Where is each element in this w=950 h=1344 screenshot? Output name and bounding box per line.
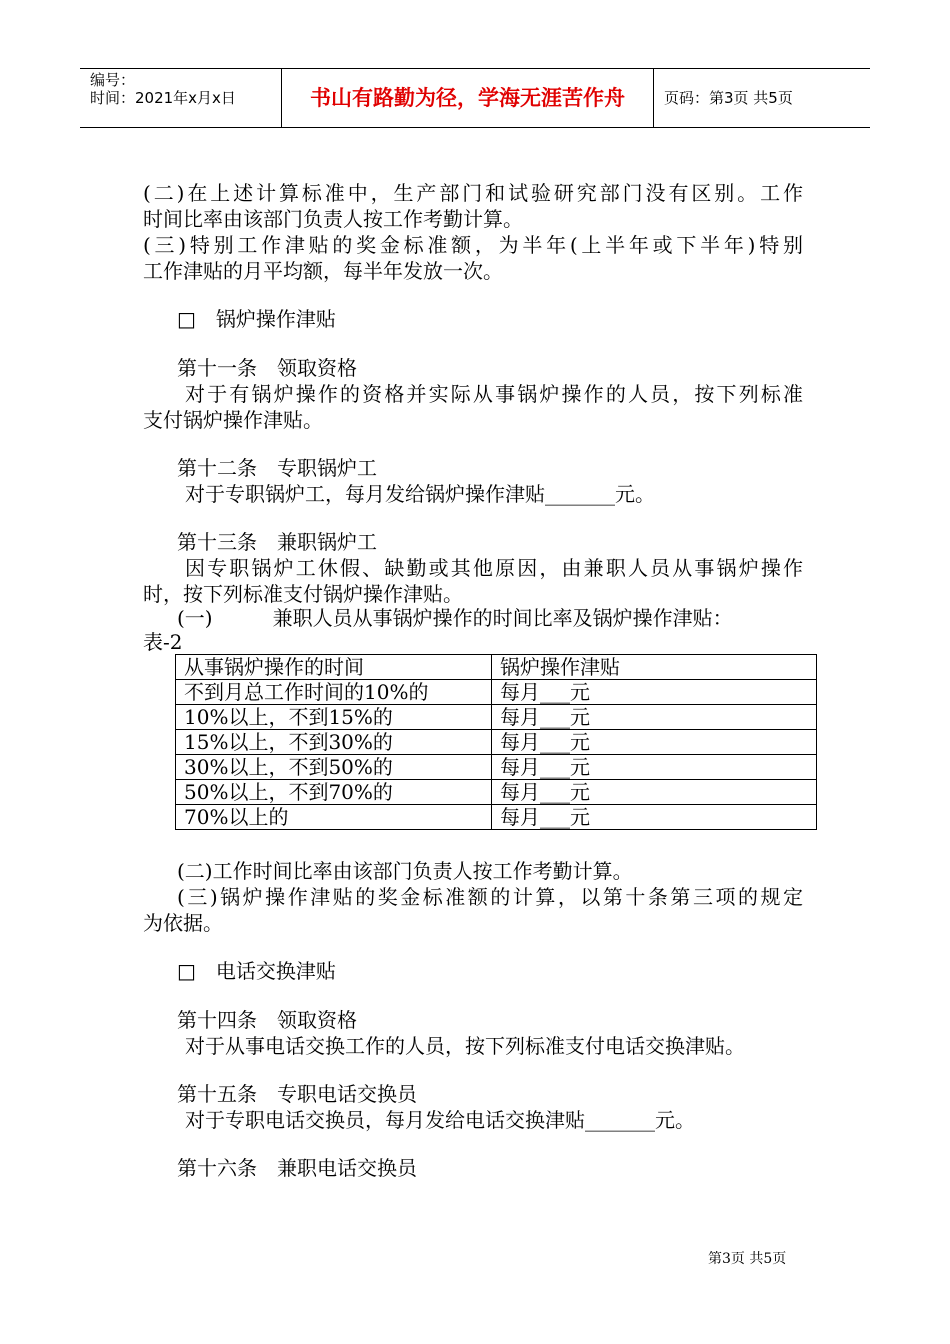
table-header-cell: 从事锅炉操作的时间 <box>176 655 492 680</box>
paragraph-line: 时间比率由该部门负责人按工作考勤计算。 <box>143 207 523 231</box>
table-cell: 30%以上，不到50%的 <box>176 755 492 780</box>
table-cell: 70%以上的 <box>176 805 492 830</box>
article-11-title: 第十一条 领取资格 <box>177 356 357 380</box>
document-body-continued <box>143 0 823 1230</box>
article-12-title: 第十二条 专职锅炉工 <box>177 456 377 480</box>
header-motto: 书山有路勤为径，学海无涯苦作舟 <box>310 86 625 110</box>
header-page-number: 页码：第3页 共5页 <box>664 89 793 107</box>
paragraph-line: 时，按下列标准支付锅炉操作津贴。 <box>143 582 463 606</box>
paragraph-line: 对于专职电话交换员，每月发给电话交换津贴_______元。 <box>185 1108 695 1132</box>
paragraph-line: (三)锅炉操作津贴的奖金标准额的计算，以第十条第三项的规定 <box>177 885 803 909</box>
document-number-label: 编号： <box>90 71 136 89</box>
footer-page-number: 第3页 共5页 <box>708 1251 787 1267</box>
table-cell: 10%以上，不到15%的 <box>176 705 492 730</box>
table-cell: 每月___元 <box>492 755 817 780</box>
paragraph-line: (一) 兼职人员从事锅炉操作的时间比率及锅炉操作津贴： <box>177 606 733 630</box>
paragraph-line: 工作津贴的月平均额，每半年发放一次。 <box>143 259 503 283</box>
paragraph-line: (二)工作时间比率由该部门负责人按工作考勤计算。 <box>177 859 633 883</box>
paragraph-line: 对于有锅炉操作的资格并实际从事锅炉操作的人员，按下列标准 <box>185 382 803 406</box>
paragraph-line: 因专职锅炉工休假、缺勤或其他原因，由兼职人员从事锅炉操作 <box>185 556 803 580</box>
table-header-cell: 锅炉操作津贴 <box>492 655 817 680</box>
article-16-title: 第十六条 兼职电话交换员 <box>177 1156 417 1180</box>
table-cell: 每月___元 <box>492 805 817 830</box>
table-cell: 每月___元 <box>492 730 817 755</box>
section-heading-boiler: □ 锅炉操作津贴 <box>177 307 336 331</box>
article-15-title: 第十五条 专职电话交换员 <box>177 1082 417 1106</box>
document-date-label: 时间：2021年x月x日 <box>90 89 236 107</box>
article-13-title: 第十三条 兼职锅炉工 <box>177 530 377 554</box>
article-14-title: 第十四条 领取资格 <box>177 1008 357 1032</box>
paragraph-line: 为依据。 <box>143 911 223 935</box>
table-caption: 表-2 <box>143 630 183 654</box>
paragraph-line: 支付锅炉操作津贴。 <box>143 408 323 432</box>
table-cell: 每月___元 <box>492 680 817 705</box>
table-cell: 每月___元 <box>492 705 817 730</box>
table-cell: 50%以上，不到70%的 <box>176 780 492 805</box>
paragraph-line: 对于专职锅炉工，每月发给锅炉操作津贴_______元。 <box>185 482 655 506</box>
table-cell: 15%以上，不到30%的 <box>176 730 492 755</box>
paragraph-line: 对于从事电话交换工作的人员，按下列标准支付电话交换津贴。 <box>185 1034 745 1058</box>
section-heading-phone: □ 电话交换津贴 <box>177 959 336 983</box>
table-cell: 不到月总工作时间的10%的 <box>176 680 492 705</box>
table-cell: 每月___元 <box>492 780 817 805</box>
paragraph-line: (二)在上述计算标准中，生产部门和试验研究部门没有区别。工作 <box>143 181 803 205</box>
paragraph-line: (三)特别工作津贴的奖金标准额，为半年(上半年或下半年)特别 <box>143 233 803 257</box>
